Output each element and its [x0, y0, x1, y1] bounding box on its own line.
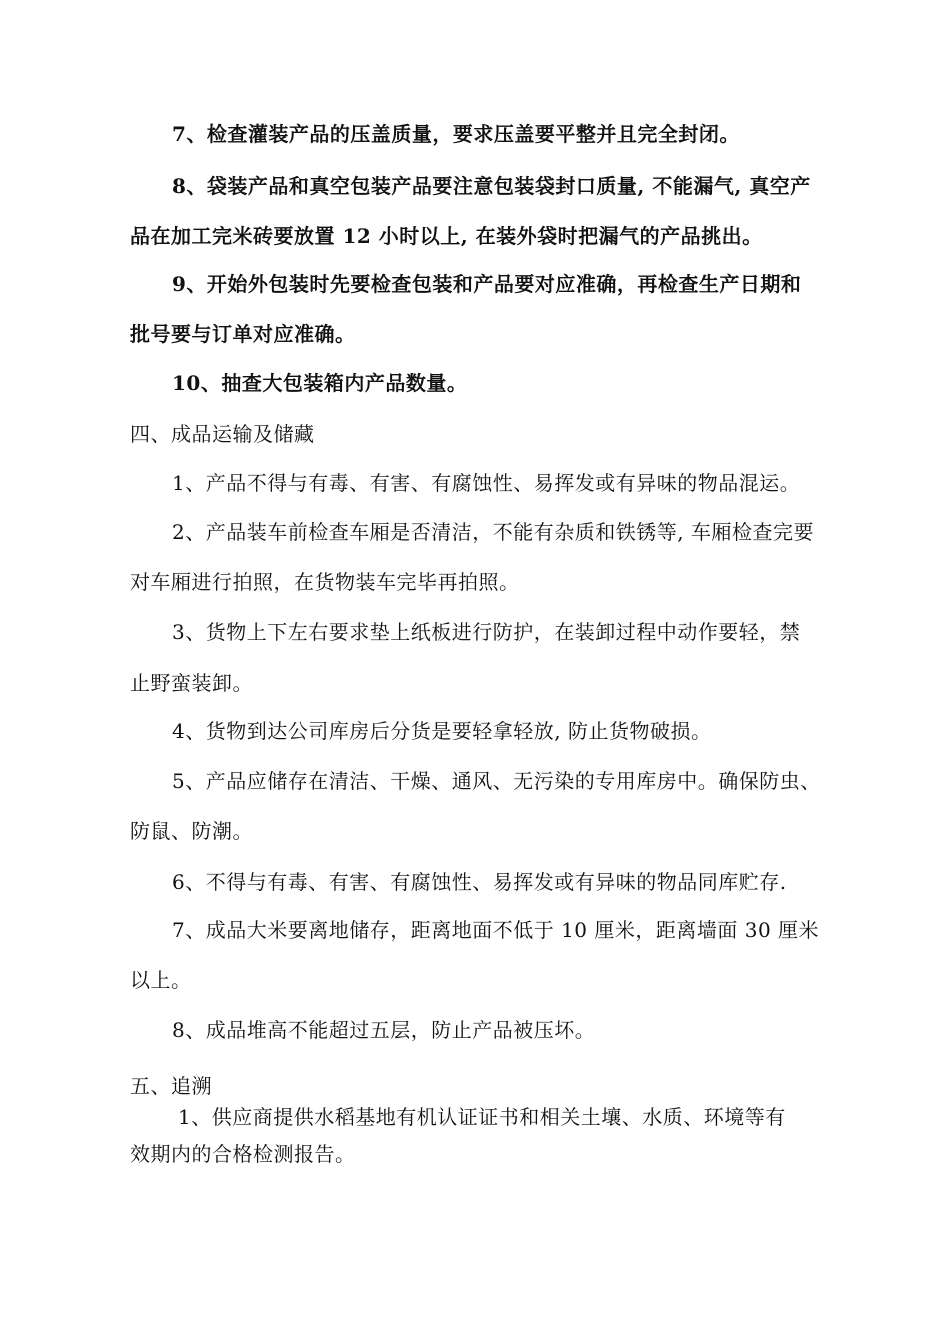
paragraph-packaging-7: 7、检查灌装产品的压盖质量，要求压盖要平整并且完全封闭。 — [172, 122, 740, 146]
paragraph-transport-6: 6、不得与有毒、有害、有腐蚀性、易挥发或有异味的物品同库贮存. — [172, 870, 787, 894]
paragraph-packaging-8-line-1: 8、袋装产品和真空包装产品要注意包装袋封口质量, 不能漏气, 真空产 — [172, 174, 811, 198]
paragraph-packaging-9-line-2: 批号要与订单对应准确。 — [130, 322, 356, 346]
paragraph-transport-5-line-1: 5、产品应储存在清洁、干燥、通风、无污染的专用库房中。确保防虫、 — [172, 769, 821, 793]
paragraph-transport-4: 4、货物到达公司库房后分货是要轻拿轻放, 防止货物破损。 — [172, 719, 712, 743]
paragraph-transport-1: 1、产品不得与有毒、有害、有腐蚀性、易挥发或有异味的物品混运。 — [172, 471, 801, 495]
paragraph-transport-7-line-1: 7、成品大米要离地储存，距离地面不低于 10 厘米，距离墙面 30 厘米 — [172, 918, 820, 942]
paragraph-transport-3-line-1: 3、货物上下左右要求垫上纸板进行防护，在装卸过程中动作要轻，禁 — [172, 620, 801, 644]
paragraph-transport-5-line-2: 防鼠、防潮。 — [130, 819, 253, 843]
paragraph-transport-8: 8、成品堆高不能超过五层，防止产品被压坏。 — [172, 1018, 596, 1042]
section-heading-5: 五、追溯 — [130, 1074, 212, 1098]
paragraph-traceability-1-line-2: 效期内的合格检测报告。 — [130, 1142, 356, 1166]
paragraph-traceability-1-line-1: 1、供应商提供水稻基地有机认证证书和相关土壤、水质、环境等有 — [178, 1105, 786, 1129]
paragraph-transport-3-line-2: 止野蛮装卸。 — [130, 671, 253, 695]
paragraph-transport-2-line-2: 对车厢进行拍照，在货物装车完毕再拍照。 — [130, 570, 520, 594]
paragraph-packaging-8-line-2: 品在加工完米砖要放置 12 小时以上, 在装外袋时把漏气的产品挑出。 — [130, 224, 763, 248]
section-heading-4: 四、成品运输及储藏 — [130, 422, 315, 446]
paragraph-transport-7-line-2: 以上。 — [130, 968, 192, 992]
paragraph-packaging-9-line-1: 9、开始外包装时先要检查包装和产品要对应准确，再检查生产日期和 — [172, 272, 802, 296]
paragraph-transport-2-line-1: 2、产品装车前检查车厢是否清洁，不能有杂质和铁锈等, 车厢检查完要 — [172, 520, 814, 544]
paragraph-packaging-10: 10、抽查大包装箱内产品数量。 — [172, 371, 468, 395]
